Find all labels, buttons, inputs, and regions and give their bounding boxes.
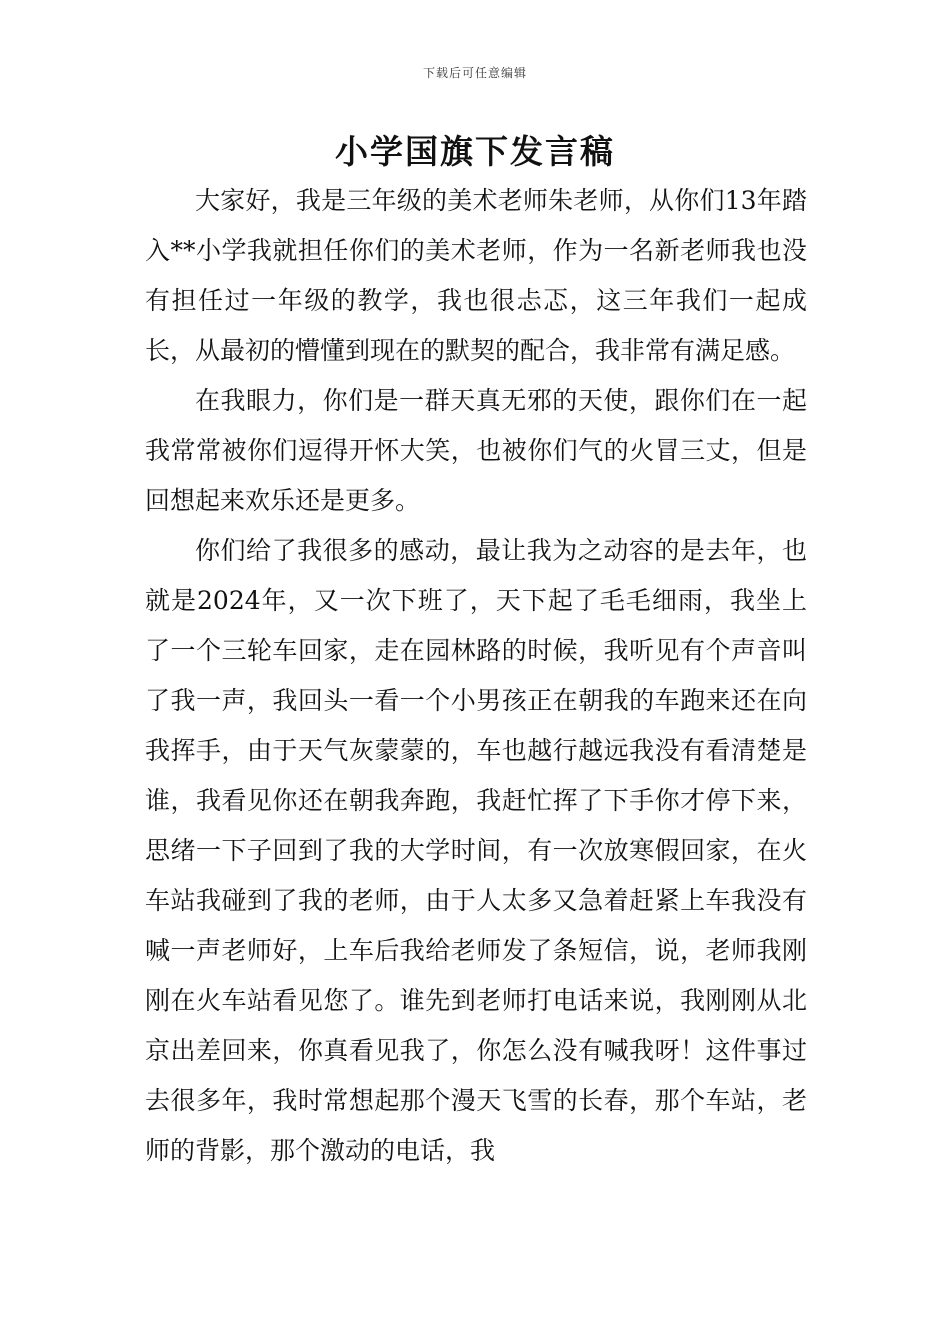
paragraph-3: 你们给了我很多的感动，最让我为之动容的是去年，也就是2024年，又一次下班了，天下起了毛毛细雨，我坐上了一个三轮车回家，走在园林路的时候，我听见有个声音叫了我一声，我回头一看一个小男孩正在朝我的车跑来还在向我挥手，由于天气灰蒙蒙的，车也越行越远我没有看清楚是谁，我看见你还在朝我奔跑，我赶忙挥了下手你才停下来，思绪一下子回到了我的大学时间，有一次放寒假回家，在火车站我碰到了我的老师，由于人太多又急着赶紧上车我没有喊一声老师好，上车后我给老师发了条短信，说，老师我刚刚在火车站看见您了。谁先到老师打电话来说，我刚刚从北京出差回来，你真看见我了，你怎么没有喊我呀！这件事过去很多年，我时常想起那个漫天飞雪的长春，那个车站，老师的背影，那个激动的电话，我	[145, 536, 807, 1165]
speech-body	[145, 176, 807, 1176]
page-title: 小学国旗下发言稿	[335, 132, 615, 171]
paragraph-1: 大家好，我是三年级的美术老师朱老师，从你们13年踏入**小学我就担任你们的美术老师，作为一名新老师我也没有担任过一年级的教学，我也很忐忑，这三年我们一起成长，从最初的懵懂到现在的默契的配合，我非常有满足感。	[145, 186, 807, 365]
paragraph-2: 在我眼力，你们是一群天真无邪的天使，跟你们在一起我常常被你们逗得开怀大笑，也被你们气的火冒三丈，但是回想起来欢乐还是更多。	[145, 386, 807, 515]
header-note: 下载后可任意编辑	[422, 66, 527, 80]
